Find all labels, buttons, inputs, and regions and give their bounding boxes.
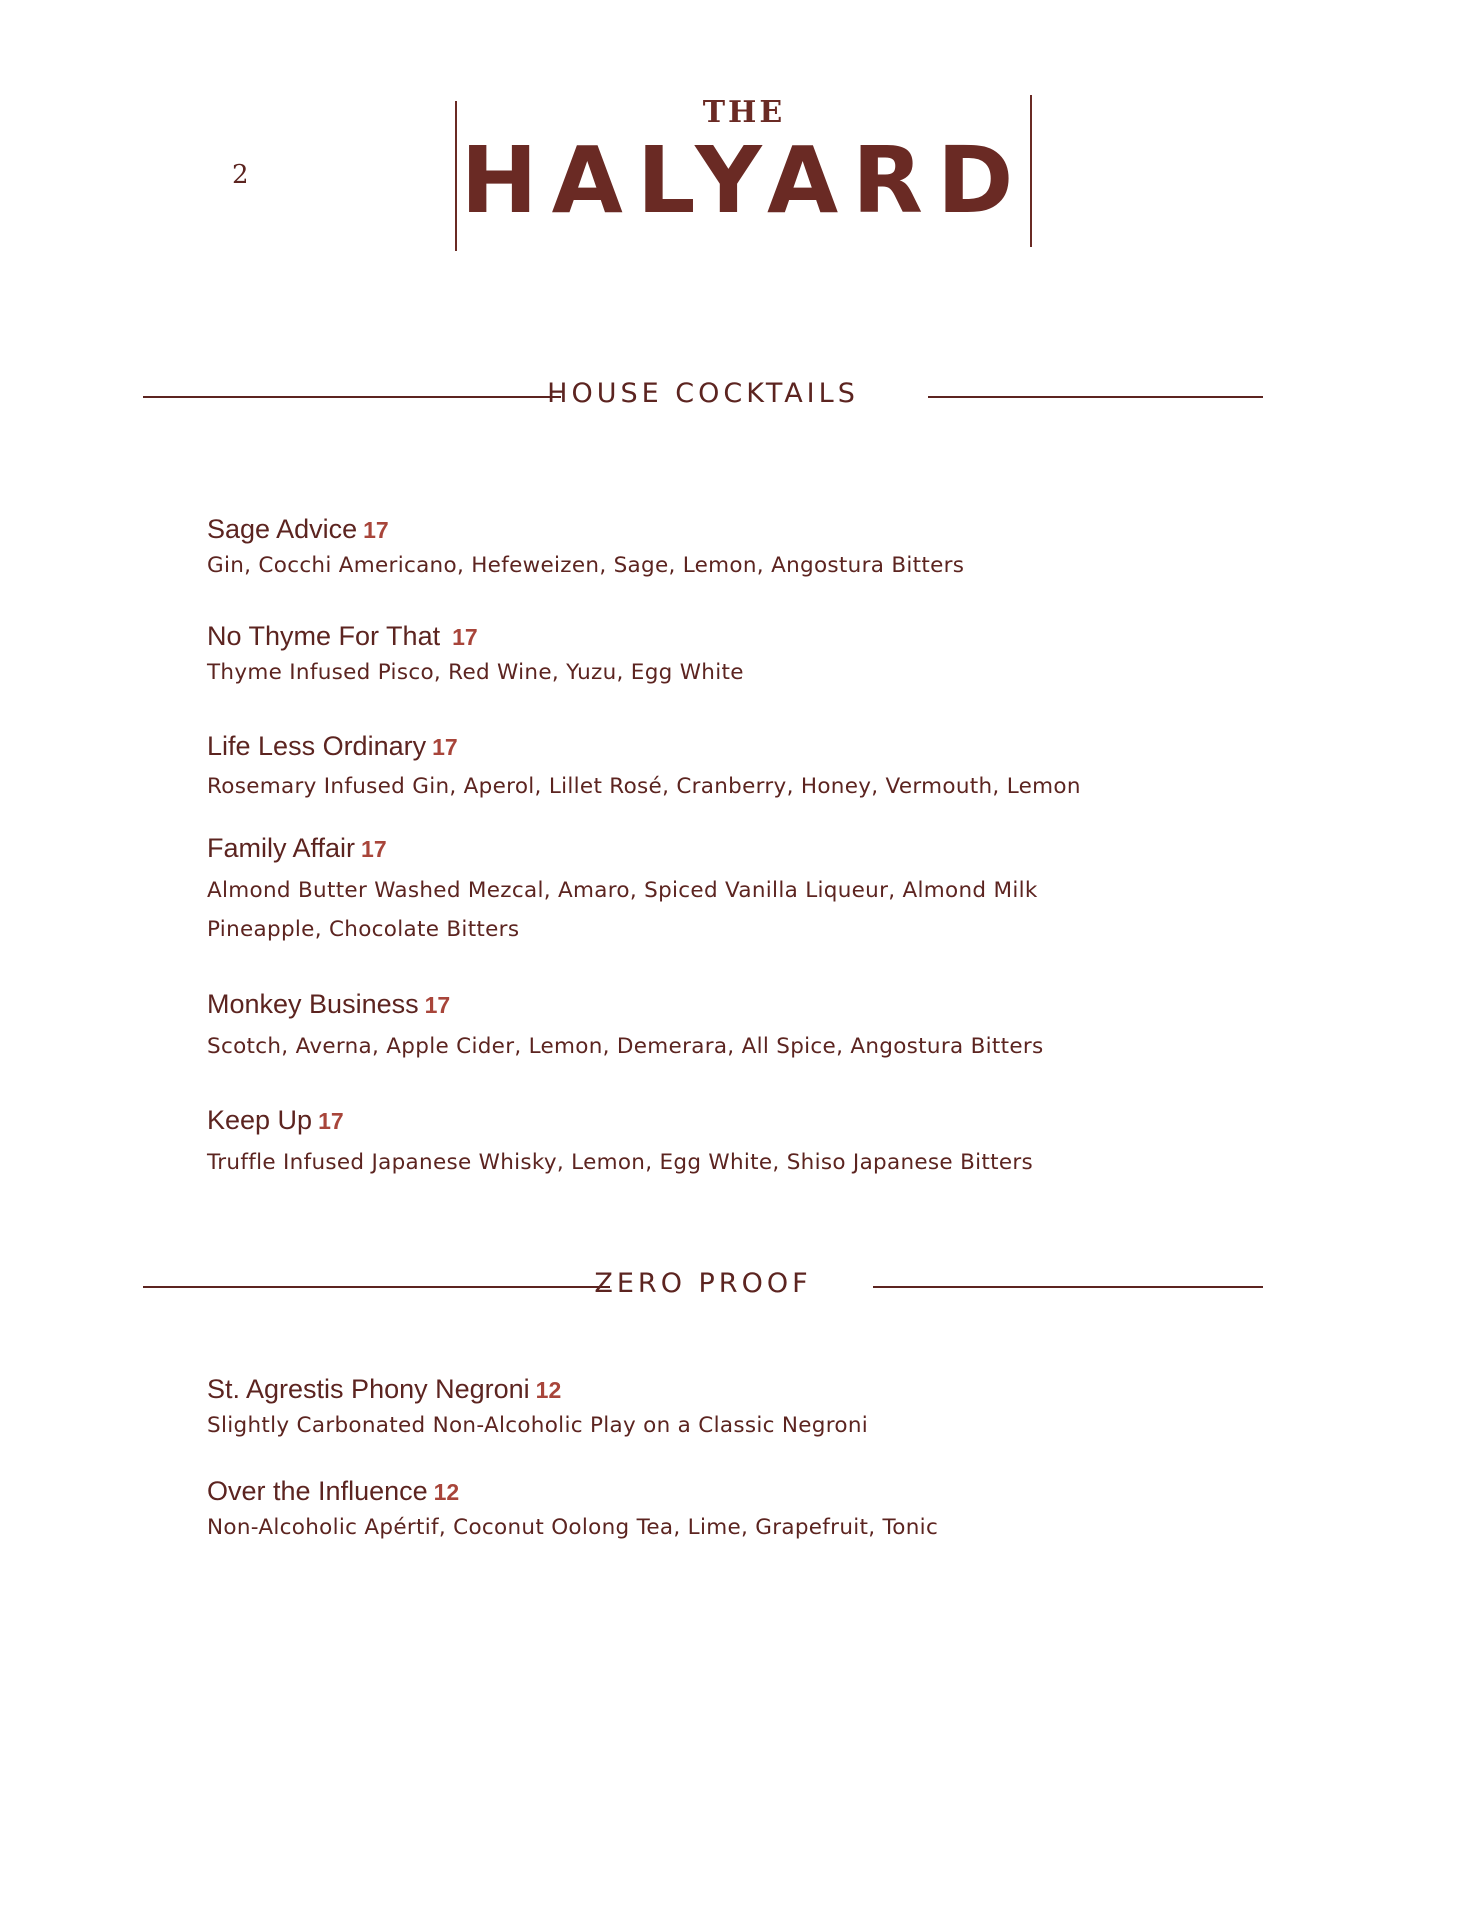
- menu-item: [207, 1476, 1307, 1540]
- menu-item: [207, 833, 1307, 942]
- menu-item: [207, 731, 1307, 799]
- logo-name: HALYARD: [460, 127, 1028, 234]
- item-name: No Thyme For That: [207, 621, 441, 651]
- section-heading-house-cocktails: [143, 378, 1263, 418]
- section-title: ZERO PROOF: [594, 1268, 812, 1299]
- item-price: 17: [424, 992, 451, 1018]
- halyard-logo: [455, 95, 1033, 255]
- item-name: Family Affair: [207, 833, 356, 863]
- logo-the: THE: [702, 95, 786, 130]
- item-name: Sage Advice: [207, 514, 358, 544]
- item-price: 17: [318, 1108, 344, 1134]
- item-description: Gin, Cocchi Americano, Hefeweizen, Sage, Lemon, Angostura Bitters: [207, 553, 965, 578]
- item-price: 17: [432, 734, 458, 760]
- item-name: Over the Influence: [207, 1476, 428, 1506]
- heading-rule-right: [873, 1286, 1263, 1288]
- menu-item: [207, 514, 1307, 578]
- item-description: Thyme Infused Pisco, Red Wine, Yuzu, Egg White: [207, 660, 744, 685]
- item-description-continued: Pineapple, Chocolate Bitters: [207, 917, 520, 942]
- item-name: Monkey Business: [207, 989, 419, 1019]
- section-title: HOUSE COCKTAILS: [547, 378, 859, 409]
- item-description: Slightly Carbonated Non-Alcoholic Play on a Classic Negroni: [207, 1413, 869, 1438]
- item-description: Truffle Infused Japanese Whisky, Lemon, Egg White, Shiso Japanese Bitters: [207, 1150, 1034, 1175]
- item-name: Life Less Ordinary: [207, 731, 427, 761]
- menu-item: [207, 1374, 1307, 1438]
- item-price: 12: [535, 1377, 562, 1403]
- menu-item: [207, 1105, 1307, 1175]
- heading-rule-right: [928, 396, 1263, 398]
- item-price: 17: [452, 624, 478, 650]
- menu-item: [207, 989, 1307, 1059]
- item-name: St. Agrestis Phony Negroni: [207, 1374, 530, 1404]
- menu-item: [207, 621, 1307, 685]
- item-description: Rosemary Infused Gin, Aperol, Lillet Rosé, Cranberry, Honey, Vermouth, Lemon: [207, 774, 1081, 799]
- logo-right-bar: [1030, 95, 1032, 247]
- item-description: Non-Alcoholic Apértif, Coconut Oolong Tea, Lime, Grapefruit, Tonic: [207, 1515, 939, 1540]
- item-name: Keep Up: [207, 1105, 313, 1135]
- item-price: 17: [363, 517, 389, 543]
- item-price: 12: [433, 1479, 460, 1505]
- item-description: Scotch, Averna, Apple Cider, Lemon, Demerara, All Spice, Angostura Bitters: [207, 1034, 1044, 1059]
- item-description: Almond Butter Washed Mezcal, Amaro, Spiced Vanilla Liqueur, Almond Milk: [207, 878, 1038, 903]
- item-price: 17: [361, 836, 387, 862]
- section-heading-zero-proof: [143, 1268, 1263, 1308]
- page-number: 2: [232, 160, 249, 190]
